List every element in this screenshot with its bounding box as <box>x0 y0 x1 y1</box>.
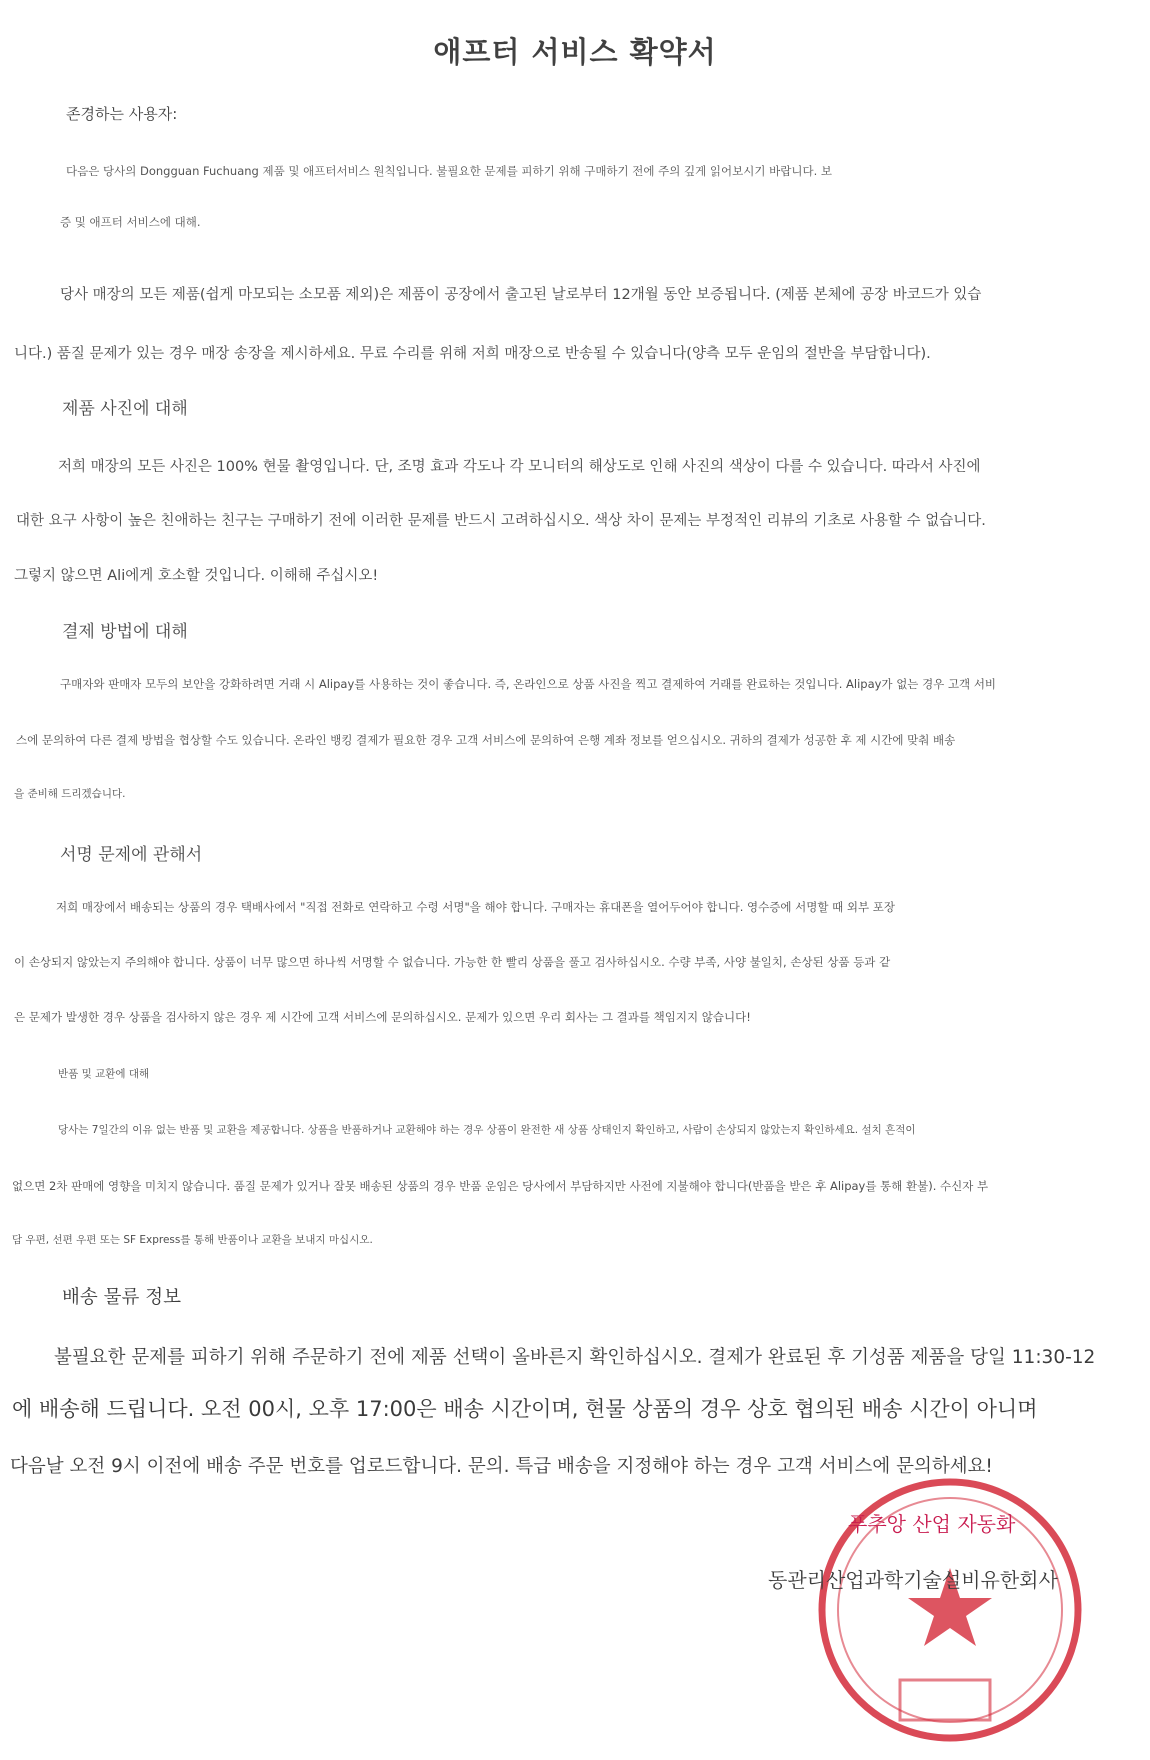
intro-line-2: 증 및 애프터 서비스에 대해. <box>60 215 201 229</box>
signature-line-1: 저희 매장에서 배송되는 상품의 경우 택배사에서 "직접 전화로 연락하고 수령 서명"을 해야 합니다. 구매자는 휴대폰을 열어두어야 합니다. 영수증에 서명할 때 외부 포장 <box>56 900 895 914</box>
signer-name: 동관리산업과학기술설비유한회사 <box>768 1568 1058 1592</box>
shipping-line-1: 불필요한 문제를 피하기 위해 주문하기 전에 제품 선택이 올바른지 확인하십시오. 결제가 완료된 후 기성품 제품을 당일 11:30-12 <box>54 1347 1096 1368</box>
photos-line-3: 그렇지 않으면 Ali에게 호소할 것입니다. 이해해 주십시오! <box>14 568 379 584</box>
photos-line-1: 저희 매장의 모든 사진은 100% 현물 촬영입니다. 단, 조명 효과 각도나 각 모니터의 해상도로 인해 사진의 색상이 다를 수 있습니다. 따라서 사진에 <box>58 459 981 475</box>
returns-line-2: 없으면 2차 판매에 영향을 미치지 않습니다. 품질 문제가 있거나 잘못 배송된 상품의 경우 반품 운임은 당사에서 부담하지만 사전에 지불해야 합니다(반품을 받은 후 Alipay를 통해 환불). 수신자 부 <box>12 1179 989 1193</box>
signature-line-2: 이 손상되지 않았는지 주의해야 합니다. 상품이 너무 많으면 하나씩 서명할 수 없습니다. 가능한 한 빨리 상품을 풀고 검사하십시오. 수량 부족, 사양 불일치, 손상된 상품 등과 같 <box>14 955 891 969</box>
signature-line-3: 은 문제가 발생한 경우 상품을 검사하지 않은 경우 제 시간에 고객 서비스에 문의하십시오. 문제가 있으면 우리 회사는 그 결과를 책임지지 않습니다! <box>14 1010 751 1024</box>
section-heading-photos: 제품 사진에 대해 <box>62 399 188 419</box>
stamp-company-name: 푸추앙 산업 자동화 <box>848 1512 1016 1536</box>
payment-line-2: 스에 문의하여 다른 결제 방법을 협상할 수도 있습니다. 온라인 뱅킹 결제가 필요한 경우 고객 서비스에 문의하여 은행 계좌 정보를 얻으십시오. 귀하의 결제가 성공한 후 제 시간에 맞춰 배송 <box>16 733 956 747</box>
greeting: 존경하는 사용자: <box>66 105 178 123</box>
returns-line-3: 담 우편, 선편 우편 또는 SF Express를 통해 반품이나 교환을 보내지 마십시오. <box>12 1234 373 1246</box>
company-seal <box>800 1460 1100 1760</box>
section-heading-returns: 반품 및 교환에 대해 <box>58 1068 150 1080</box>
payment-line-1: 구매자와 판매자 모두의 보안을 강화하려면 거래 시 Alipay를 사용하는 것이 좋습니다. 즉, 온라인으로 상품 사진을 찍고 결제하여 거래를 완료하는 것입니다. Alipay가 없는 경우 고객 서비 <box>60 677 997 691</box>
returns-line-1: 당사는 7일간의 이유 없는 반품 및 교환을 제공합니다. 상품을 반품하거나 교환해야 하는 경우 상품이 완전한 새 상품 상태인지 확인하고, 사람이 손상되지 않았는지 확인하세요. 설치 흔적이 <box>58 1124 916 1136</box>
section-heading-shipping: 배송 물류 정보 <box>62 1287 181 1308</box>
intro-line-1: 다음은 당사의 Dongguan Fuchuang 제품 및 애프터서비스 원칙입니다. 불필요한 문제를 피하기 위해 구매하기 전에 주의 깊게 읽어보시기 바랍니다. 보 <box>66 164 832 178</box>
photos-line-2: 대한 요구 사항이 높은 친애하는 친구는 구매하기 전에 이러한 문제를 반드시 고려하십시오. 색상 차이 문제는 부정적인 리뷰의 기초로 사용할 수 없습니다. <box>16 513 986 529</box>
shipping-line-3: 다음날 오전 9시 이전에 배송 주문 번호를 업로드합니다. 문의. 특급 배송을 지정해야 하는 경우 고객 서비스에 문의하세요! <box>10 1456 993 1477</box>
payment-line-3: 을 준비해 드리겠습니다. <box>14 788 126 800</box>
shipping-line-2: 에 배송해 드립니다. 오전 00시, 오후 17:00은 배송 시간이며, 현물 상품의 경우 상호 협의된 배송 시간이 아니며 <box>12 1397 1038 1421</box>
section-heading-payment: 결제 방법에 대해 <box>62 622 188 642</box>
page-title: 애프터 서비스 확약서 <box>433 35 717 69</box>
warranty-line-2: 니다.) 품질 문제가 있는 경우 매장 송장을 제시하세요. 무료 수리를 위해 저희 매장으로 반송될 수 있습니다(양측 모두 운임의 절반을 부담합니다). <box>14 346 931 362</box>
warranty-line-1: 당사 매장의 모든 제품(쉽게 마모되는 소모품 제외)은 제품이 공장에서 출고된 날로부터 12개월 동안 보증됩니다. (제품 본체에 공장 바코드가 있습 <box>60 287 982 303</box>
section-heading-signature: 서명 문제에 관해서 <box>60 845 203 865</box>
